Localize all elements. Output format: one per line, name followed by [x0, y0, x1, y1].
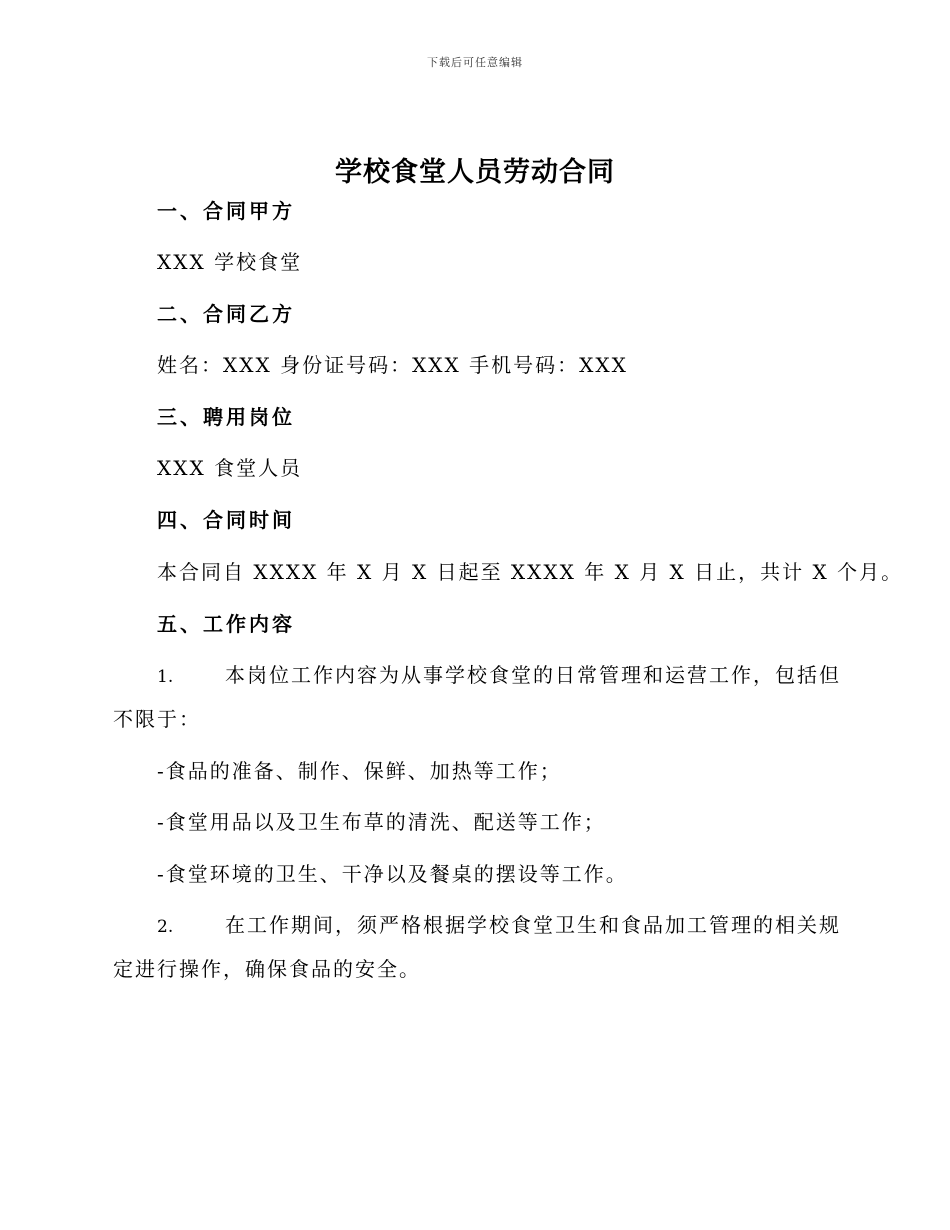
section-body-position: XXX 食堂人员: [157, 456, 303, 480]
work-item-2-line2: 定进行操作，确保食品的安全。: [113, 957, 421, 981]
work-item-2-line1: 在工作期间，须严格根据学校食堂卫生和食品加工管理的相关规: [225, 913, 841, 937]
document-title: 学校食堂人员劳动合同: [335, 157, 615, 188]
work-item-1: [113, 654, 841, 740]
header-note: 下载后可任意编辑: [427, 56, 523, 69]
section-body-party-b: 姓名：XXX 身份证号码：XXX 手机号码：XXX: [157, 353, 628, 377]
bullet-item: -食品的准备、制作、保鲜、加热等工作；: [157, 759, 562, 783]
section-heading-contract-period: 四、合同时间: [157, 508, 295, 532]
section-heading-position: 三、聘用岗位: [157, 405, 295, 429]
section-body-party-a: XXX 学校食堂: [157, 250, 303, 274]
work-item-1-line2: 不限于：: [113, 707, 201, 731]
work-item-2-number: 2.: [157, 917, 174, 937]
work-item-1-line1: 本岗位工作内容为从事学校食堂的日常管理和运营工作，包括但: [225, 663, 841, 687]
bullet-item: -食堂环境的卫生、干净以及餐桌的摆设等工作。: [157, 862, 628, 886]
work-item-2: [113, 904, 841, 990]
work-item-2-first-line: [113, 904, 841, 948]
bullet-item: -食堂用品以及卫生布草的清洗、配送等工作；: [157, 810, 606, 834]
section-heading-party-b: 二、合同乙方: [157, 302, 295, 326]
work-item-1-first-line: [113, 654, 841, 698]
section-heading-work-content: 五、工作内容: [157, 612, 295, 636]
section-body-contract-period: 本合同自 XXXX 年 X 月 X 日起至 XXXX 年 X 月 X 日止，共计 X 个月。: [157, 560, 904, 584]
work-item-1-number: 1.: [157, 667, 174, 687]
section-heading-party-a: 一、合同甲方: [157, 199, 295, 223]
